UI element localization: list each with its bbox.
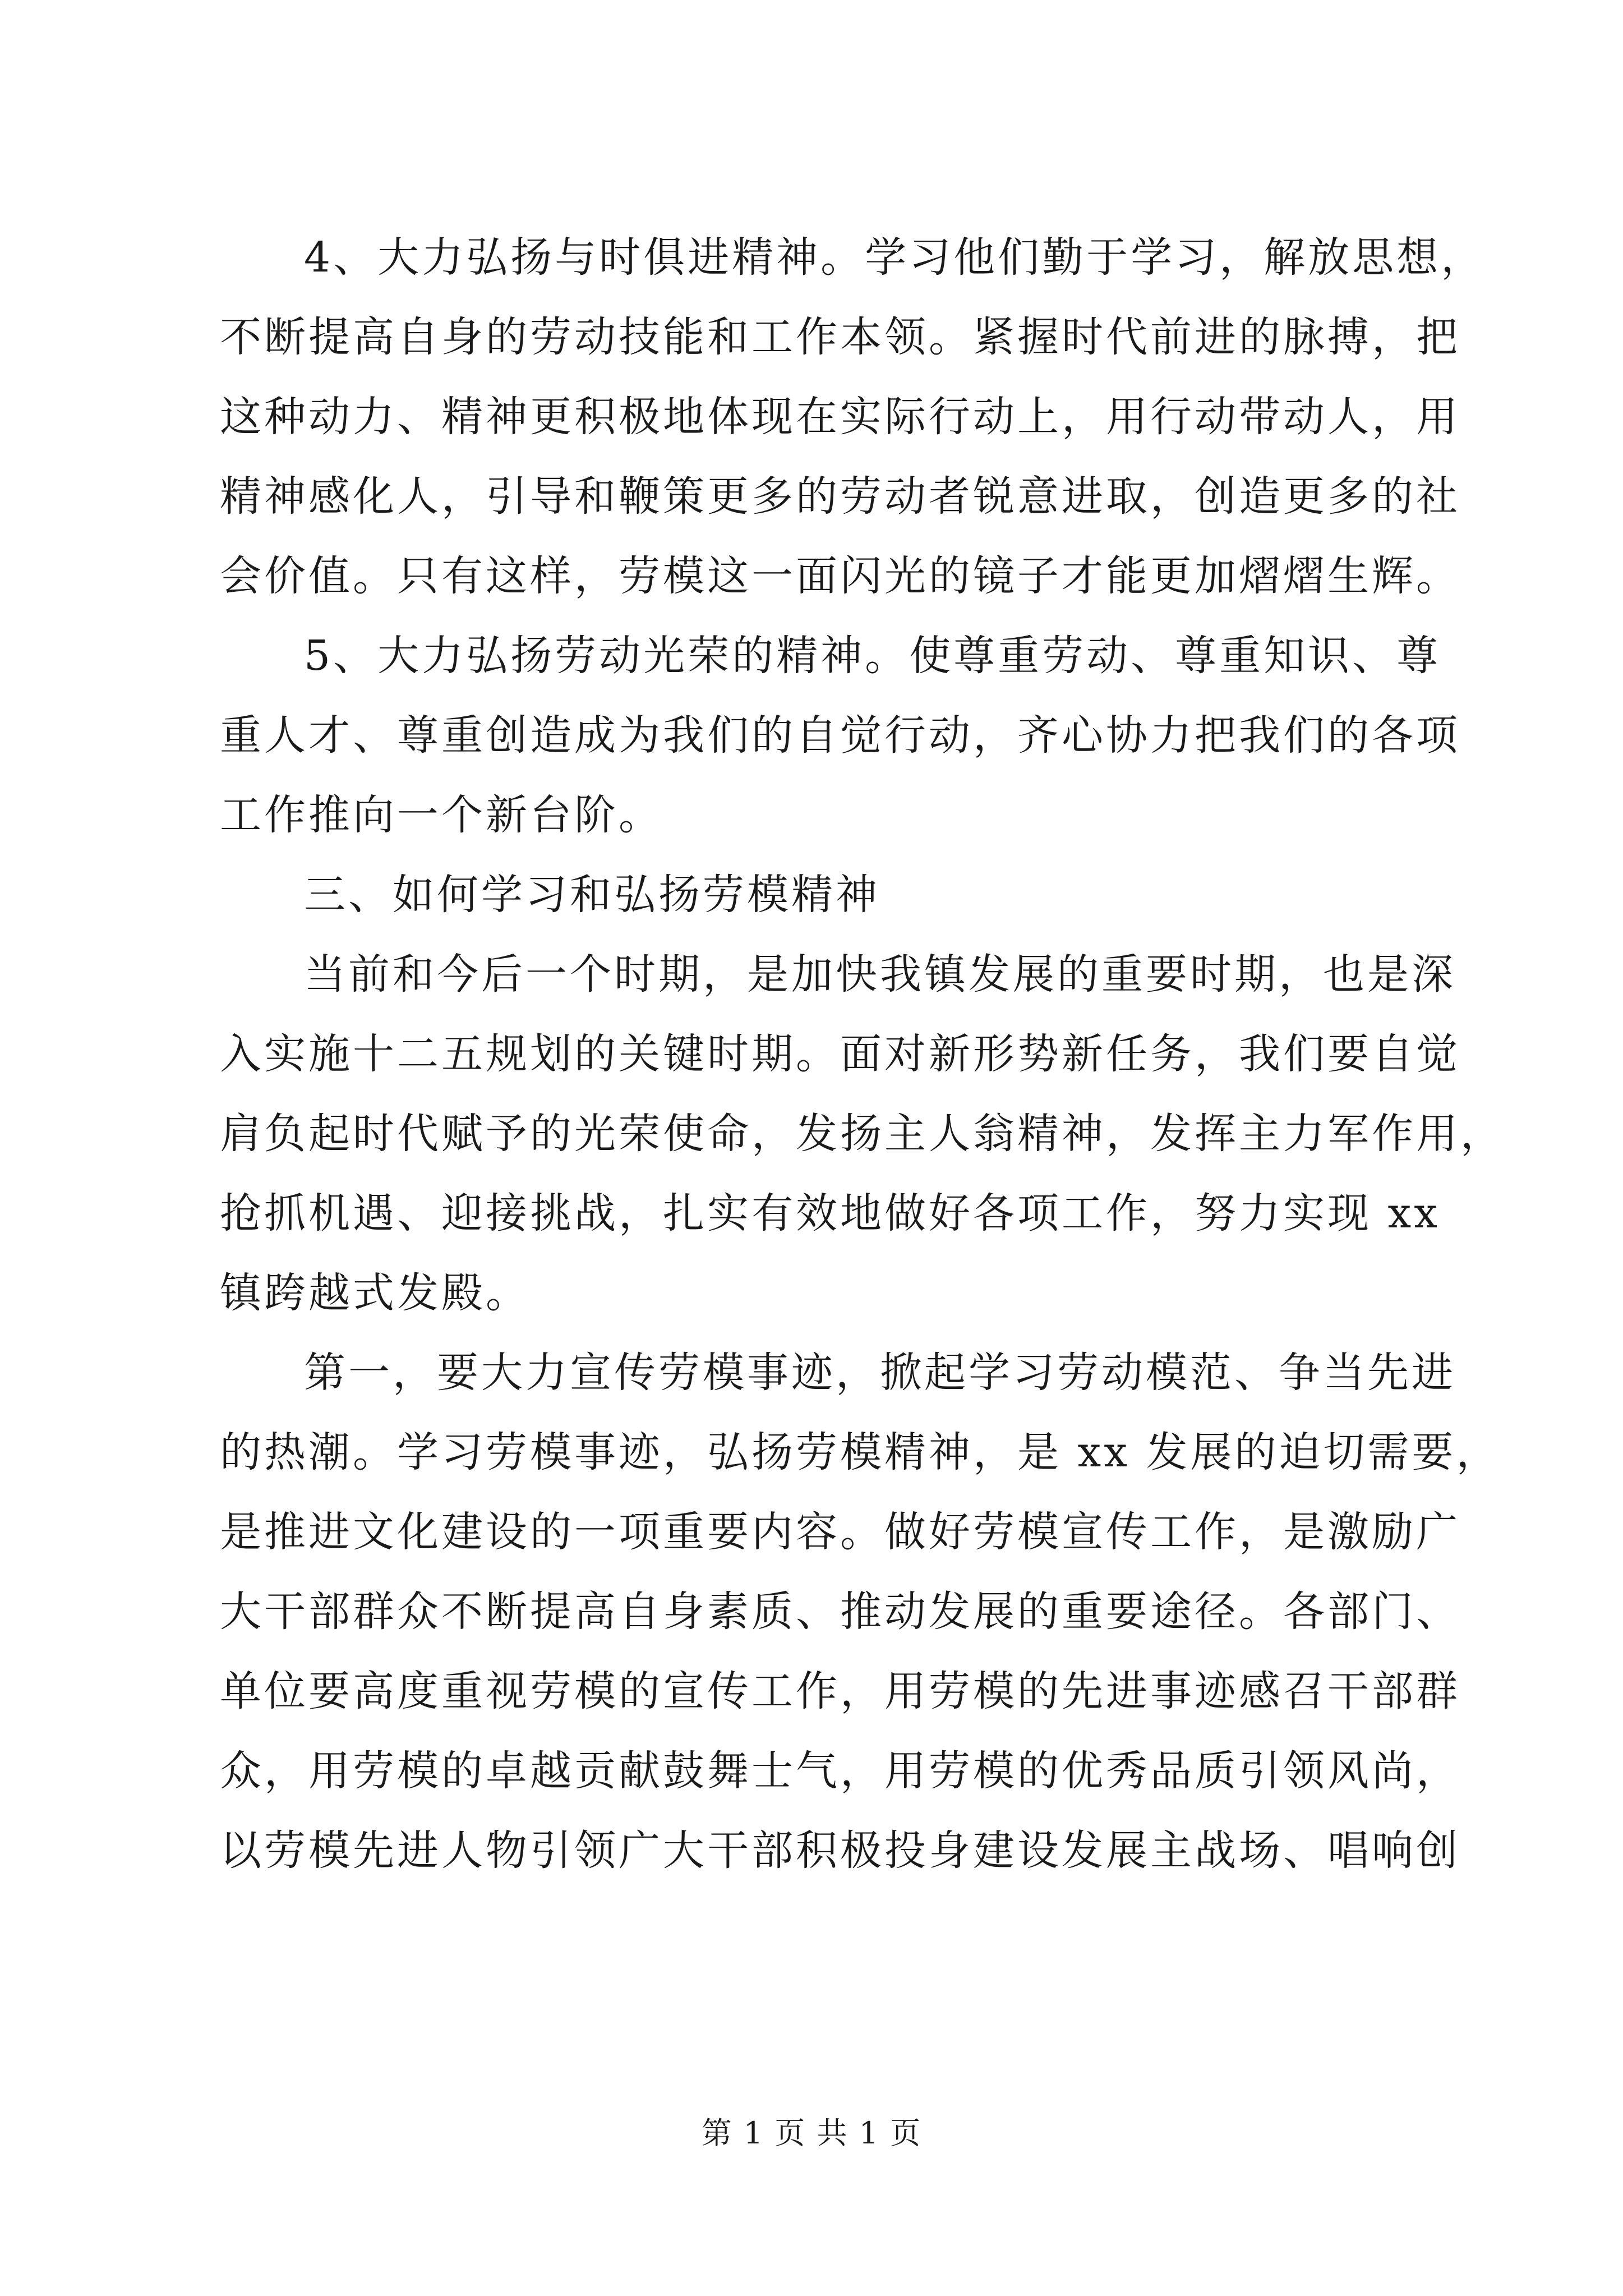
paragraph-current-period bbox=[220, 935, 1505, 1333]
text-line: 大干部群众不断提高自身素质、推动发展的重要途径。各部门、 bbox=[220, 1588, 1460, 1636]
text-line: 会价值。只有这样，劳模这一面闪光的镜子才能更加熠熠生辉。 bbox=[220, 552, 1460, 600]
paragraph-5 bbox=[220, 616, 1460, 855]
text-line: 众，用劳模的卓越贡献鼓舞士气，用劳模的优秀品质引领风尚， bbox=[220, 1747, 1460, 1795]
text-line: 抢抓机遇、迎接挑战，扎实有效地做好各项工作，努力实现 xx bbox=[220, 1189, 1440, 1237]
text-line: 单位要高度重视劳模的宣传工作，用劳模的先进事迹感召干部群 bbox=[220, 1667, 1460, 1715]
text-line: 镇跨越式发殿。 bbox=[220, 1269, 530, 1317]
text-line: 5、大力弘扬劳动光荣的精神。使尊重劳动、尊重知识、尊 bbox=[304, 632, 1441, 680]
document-body bbox=[220, 218, 1505, 1890]
text-line: 的热潮。学习劳模事迹，弘扬劳模精神，是 xx 发展的迫切需要， bbox=[220, 1428, 1501, 1476]
text-line: 不断提高自身的劳动技能和工作本领。紧握时代前进的脉搏，把 bbox=[220, 313, 1460, 361]
heading-text: 三、如何学习和弘扬劳模精神 bbox=[304, 871, 880, 919]
paragraph-first bbox=[220, 1333, 1501, 1890]
section-heading bbox=[220, 855, 1426, 935]
text-line: 入实施十二五规划的关键时期。面对新形势新任务，我们要自觉 bbox=[220, 1030, 1460, 1078]
text-line: 当前和今后一个时期，是加快我镇发展的重要时期，也是深 bbox=[304, 950, 1456, 999]
text-line: 工作推向一个新台阶。 bbox=[220, 791, 663, 839]
text-line: 重人才、尊重创造成为我们的自觉行动，齐心协力把我们的各项 bbox=[220, 711, 1460, 760]
text-line: 以劳模先进人物引领广大干部积极投身建设发展主战场、唱响创 bbox=[220, 1826, 1460, 1875]
text-line: 4、大力弘扬与时俱进精神。学习他们勤于学习，解放思想， bbox=[304, 233, 1486, 282]
text-line: 第一，要大力宣传劳模事迹，掀起学习劳动模范、争当先进 bbox=[304, 1349, 1456, 1397]
text-line: 肩负起时代赋予的光荣使命，发扬主人翁精神，发挥主力军作用， bbox=[220, 1110, 1505, 1158]
page-footer: 第 1 页 共 1 页 bbox=[701, 2115, 922, 2151]
paragraph-4 bbox=[220, 218, 1486, 616]
text-line: 这种动力、精神更积极地体现在实际行动上，用行动带动人，用 bbox=[220, 393, 1460, 441]
text-line: 精神感化人，引导和鞭策更多的劳动者锐意进取，创造更多的社 bbox=[220, 472, 1460, 521]
text-line: 是推进文化建设的一项重要内容。做好劳模宣传工作，是激励广 bbox=[220, 1508, 1460, 1556]
